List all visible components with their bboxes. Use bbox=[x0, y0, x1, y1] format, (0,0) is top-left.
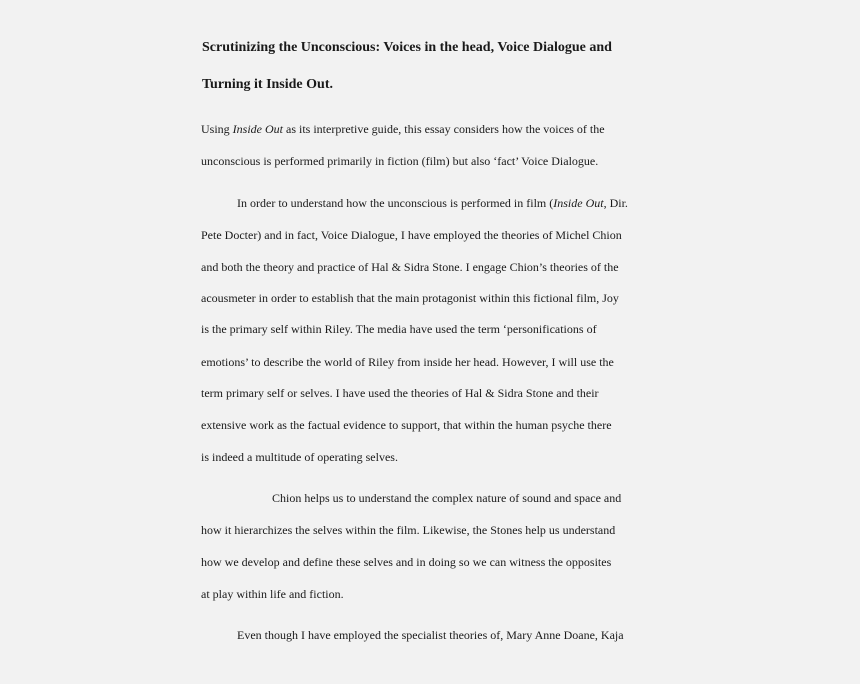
abstract-line-1: Using Inside Out as its interpretive guide, this essay considers how the voices of the bbox=[201, 122, 605, 136]
paragraph-2-line-4: at play within life and fiction. bbox=[201, 587, 344, 601]
document-title-line-1: Scrutinizing the Unconscious: Voices in the head, Voice Dialogue and bbox=[202, 40, 612, 55]
paragraph-1-line-5: is the primary self within Riley. The media have used the term ‘personifications of bbox=[201, 322, 597, 336]
abstract-line-2: unconscious is performed primarily in fiction (film) but also ‘fact’ Voice Dialogue. bbox=[201, 154, 599, 168]
paragraph-2-line-2: how it hierarchizes the selves within the film. Likewise, the Stones help us understand bbox=[201, 523, 616, 537]
film-title-italic: Inside Out bbox=[232, 122, 283, 136]
paragraph-2-line-1: Chion helps us to understand the complex nature of sound and space and bbox=[272, 491, 622, 505]
paragraph-1-line-6: emotions’ to describe the world of Riley from inside her head. However, I will use the bbox=[201, 355, 614, 369]
film-title-italic: Inside Out bbox=[553, 196, 604, 210]
paragraph-2-line-3: how we develop and define these selves and in doing so we can witness the opposites bbox=[201, 555, 612, 569]
paragraph-1-line-8: extensive work as the factual evidence to support, that within the human psyche there bbox=[201, 418, 612, 432]
paragraph-1-line-4: acousmeter in order to establish that the main protagonist within this fictional film, Joy bbox=[201, 291, 619, 305]
paragraph-1-line-1: In order to understand how the unconscious is performed in film (Inside Out, Dir. bbox=[237, 196, 628, 210]
document-title-line-2: Turning it Inside Out. bbox=[202, 77, 333, 92]
paragraph-3-line-1: Even though I have employed the specialist theories of, Mary Anne Doane, Kaja bbox=[237, 628, 624, 642]
paragraph-1-line-7: term primary self or selves. I have used the theories of Hal & Sidra Stone and their bbox=[201, 386, 599, 400]
paragraph-1-line-2: Pete Docter) and in fact, Voice Dialogue, I have employed the theories of Michel Chion bbox=[201, 228, 622, 242]
paragraph-1-line-9: is indeed a multitude of operating selves. bbox=[201, 450, 398, 464]
paragraph-1-line-3: and both the theory and practice of Hal & Sidra Stone. I engage Chion’s theories of the bbox=[201, 260, 619, 274]
